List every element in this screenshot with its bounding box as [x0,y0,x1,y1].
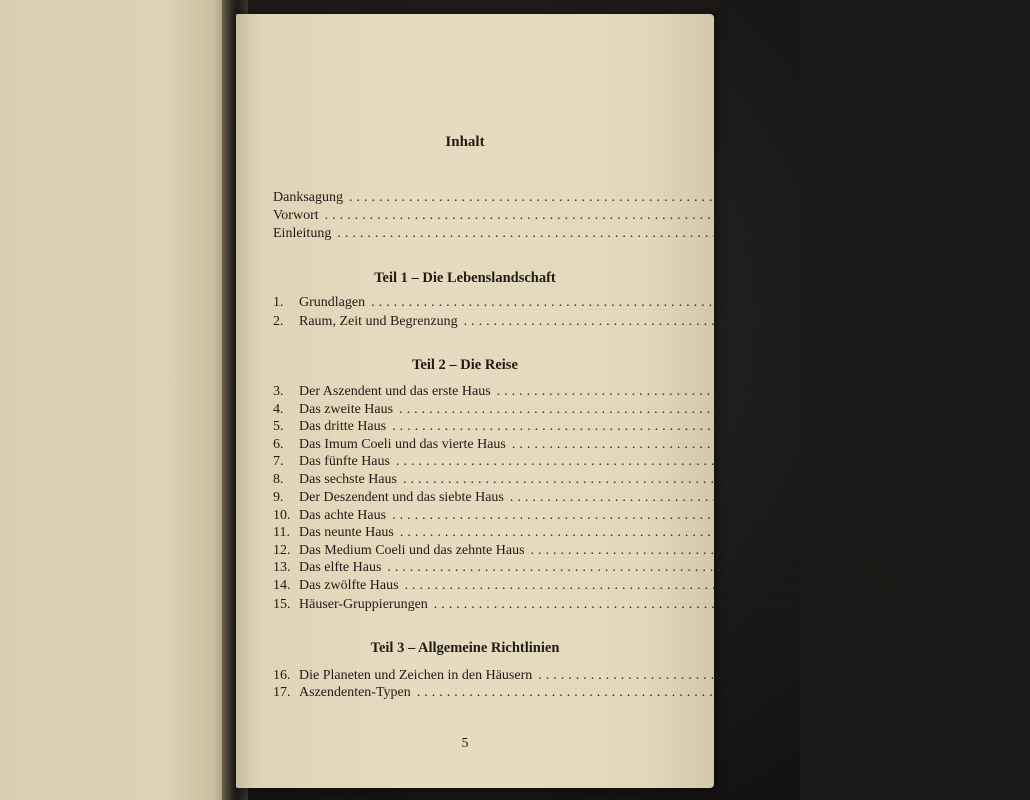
entry-number: 9. [273,490,284,505]
entry-number: 11. [273,525,290,540]
dot-leader: .............................................................. [337,226,803,241]
toc-entry [273,471,888,489]
dot-leader: .............................................................. [463,314,929,329]
entry-label: Danksagung [273,190,343,205]
entry-label: Das dritte Haus [299,419,387,434]
entry-page: 117 [1001,543,1022,558]
dot-leader: .............................................................. [538,668,1004,683]
section-title: Teil 3 – Allgemeine Richtlinien [370,640,560,656]
entry-number: 5. [273,419,284,434]
toc-entry [273,313,949,331]
toc-entry [273,524,892,542]
page-number: 5 [461,736,469,751]
entry-page: 85 [873,472,888,487]
entry-label: Aszendenten-Typen [299,685,411,700]
toc-entry [273,489,995,507]
toc-entry [273,559,880,577]
dot-leader: .............................................................. [399,525,865,540]
entry-label: Das achte Haus [299,508,387,523]
entry-number: 4. [273,402,284,417]
dot-leader: .............................................................. [511,437,977,452]
dot-leader: .............................................................. [324,208,790,223]
entry-page: 7 [820,190,827,205]
toc-entry [273,684,909,702]
dot-leader: .............................................................. [371,295,837,310]
entry-label: Das Imum Coeli und das vierte Haus [299,437,506,452]
entry-number: 7. [273,454,284,469]
entry-label: Der Deszendent und das siebte Haus [299,490,504,505]
entry-label: Das fünfte Haus [299,454,390,469]
entry-number: 12. [273,543,291,558]
toc-entry [273,507,885,525]
toc-entry [273,596,926,614]
entry-label: Das sechste Haus [299,472,397,487]
entry-page: 94 [980,490,995,505]
entry-page: 9 [795,208,803,223]
entry-page: 124 [858,560,880,575]
dot-leader: .............................................................. [509,490,975,505]
toc-entry [273,577,897,595]
entry-label: Grundlagen [299,295,366,310]
dot-leader: .............................................................. [433,597,899,612]
entry-number: 14. [273,578,291,593]
entry-label: Das elfte Haus [299,560,382,575]
toc-entry [273,667,1030,685]
entry-label: Vorwort [273,208,319,223]
section-title: Teil 1 – Die Lebenslandschaft [374,270,556,286]
dot-leader: .............................................................. [399,402,865,417]
entry-page: 110 [870,525,892,540]
entry-number: 16. [273,668,291,683]
toc-entry [273,401,885,419]
entry-label: Das zweite Haus [299,402,394,417]
dot-leader: .............................................................. [349,190,814,205]
toc-entry [273,383,982,401]
entry-number: 3. [273,384,284,399]
entry-page: 71 [982,437,997,452]
entry-page: 133 [875,578,897,593]
entry-page: 47 [967,384,982,399]
entry-label: Das neunte Haus [299,525,394,540]
dot-leader: .............................................................. [404,578,870,593]
entry-page: 79 [866,454,881,469]
entry-page: 147 [904,597,926,612]
toc-entry [273,453,881,471]
entry-page: 28 [934,314,949,329]
dot-leader: .............................................................. [387,560,853,575]
entry-page: 185 [1009,668,1030,683]
entry-page: 63 [863,419,878,434]
entry-label: Das Medium Coeli und das zehnte Haus [299,543,525,558]
toc-entry [273,436,997,454]
toc-entry [273,225,823,243]
entry-page: 197 [887,685,909,700]
entry-label: Raum, Zeit und Begrenzung [299,314,458,329]
entry-label: Häuser-Gruppierungen [299,597,428,612]
toc-entry [273,294,857,312]
dot-leader: .............................................................. [392,508,858,523]
toc-entry [273,189,827,207]
entry-number: 13. [273,560,291,575]
entry-page: 21 [842,295,857,310]
left-page [0,0,232,800]
toc-entry [273,542,1022,560]
entry-page: 56 [870,402,885,417]
dot-leader: .............................................................. [392,419,858,434]
dot-leader: .............................................................. [530,543,996,558]
toc-heading: Inhalt [445,134,485,150]
dot-leader: .............................................................. [496,384,962,399]
dot-leader: .............................................................. [416,685,882,700]
entry-number: 8. [273,472,284,487]
toc-entry [273,207,803,225]
entry-number: 17. [273,685,291,700]
entry-page: 101 [863,508,885,523]
entry-label: Einleitung [273,226,332,241]
entry-label: Das zwölfte Haus [299,578,399,593]
section-title: Teil 2 – Die Reise [412,357,518,373]
entry-label: Der Aszendent und das erste Haus [299,384,491,399]
entry-label: Die Planeten und Zeichen in den Häusern [299,668,533,683]
entry-number: 1. [273,295,284,310]
entry-number: 6. [273,437,284,452]
dot-leader: .............................................................. [402,472,868,487]
entry-number: 10. [273,508,291,523]
dot-leader: .............................................................. [395,454,861,469]
entry-number: 15. [273,597,291,612]
entry-number: 2. [273,314,284,329]
entry-page: 15 [808,226,823,241]
toc-entry [273,418,878,436]
